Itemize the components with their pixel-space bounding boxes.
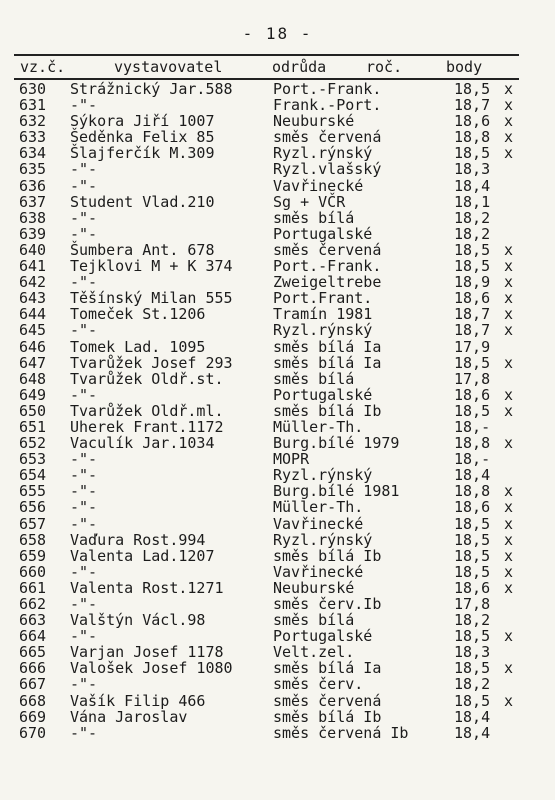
- row-number: 638: [19, 208, 47, 227]
- row-variety: Portugalské: [273, 627, 373, 646]
- row-variety: Ryzl.vlašský: [273, 160, 382, 179]
- row-number: 658: [19, 530, 47, 549]
- row-variety: směs červ.: [273, 675, 364, 694]
- row-mark: x: [504, 562, 514, 581]
- row-exhibitor: Tomeček St.1206: [70, 305, 206, 324]
- row-score: 18,8: [454, 128, 491, 147]
- row-number: 652: [19, 434, 47, 453]
- row-number: 632: [19, 112, 47, 131]
- row-score: 18,-: [454, 450, 491, 469]
- row-variety: směs bílá Ia: [273, 337, 382, 356]
- table-row: [14, 274, 534, 290]
- row-variety: Zweigeltrebe: [273, 273, 382, 292]
- row-score: 18,5: [454, 691, 491, 710]
- row-score: 18,4: [454, 723, 491, 742]
- row-variety: Neuburské: [273, 112, 355, 131]
- row-number: 647: [19, 353, 47, 372]
- row-score: 17,8: [454, 595, 491, 613]
- row-score: 18,2: [454, 224, 491, 243]
- row-exhibitor: Valošek Josef 1080: [70, 659, 233, 678]
- row-number: 662: [19, 595, 47, 613]
- row-number: 633: [19, 128, 47, 147]
- row-score: 18,6: [454, 289, 491, 308]
- row-exhibitor: -"-: [70, 321, 98, 340]
- row-variety: směs červ.Ib: [273, 595, 382, 613]
- row-score: 18,5: [454, 562, 491, 581]
- row-exhibitor: Šumbera Ant. 678: [70, 240, 215, 259]
- table-row: [14, 628, 534, 644]
- row-exhibitor: -"-: [70, 675, 98, 694]
- table-row: [14, 580, 534, 596]
- row-variety: Tramín 1981: [273, 305, 373, 324]
- row-exhibitor: Valštýn Václ.98: [70, 611, 206, 630]
- table-row: [14, 483, 534, 499]
- row-mark: x: [504, 385, 514, 404]
- row-exhibitor: Student Vlad.210: [70, 192, 215, 211]
- row-variety: Ryzl.rýnský: [273, 144, 373, 163]
- table-row: [14, 161, 534, 177]
- row-mark: x: [504, 257, 514, 276]
- table-row: [14, 129, 534, 145]
- row-number: 663: [19, 611, 47, 630]
- row-score: 18,5: [454, 240, 491, 259]
- row-mark: x: [504, 144, 514, 163]
- row-score: 18,8: [454, 482, 491, 501]
- row-exhibitor: -"-: [70, 514, 98, 533]
- row-mark: x: [504, 434, 514, 453]
- row-score: 18,6: [454, 385, 491, 404]
- row-mark: x: [504, 482, 514, 501]
- row-mark: x: [504, 80, 514, 98]
- table-row: [14, 403, 534, 419]
- table-row: [14, 258, 534, 274]
- row-number: 664: [19, 627, 47, 646]
- row-number: 670: [19, 723, 47, 742]
- table-row: [14, 676, 534, 692]
- row-exhibitor: Vašík Filip 466: [70, 691, 206, 710]
- row-score: 18,5: [454, 514, 491, 533]
- row-score: 18,1: [454, 192, 491, 211]
- row-score: 18,8: [454, 434, 491, 453]
- row-variety: Neuburské: [273, 578, 355, 597]
- row-number: 642: [19, 273, 47, 292]
- table-row: [14, 451, 534, 467]
- row-number: 636: [19, 176, 47, 195]
- row-variety: Vavřinecké: [273, 514, 364, 533]
- table-row: [14, 467, 534, 483]
- row-variety: směs bílá Ib: [273, 546, 382, 565]
- row-number: 643: [19, 289, 47, 308]
- row-exhibitor: Šeděnka Felix 85: [70, 128, 215, 147]
- row-exhibitor: -"-: [70, 595, 98, 613]
- table-row: [14, 419, 534, 435]
- row-score: 18,5: [454, 80, 491, 98]
- row-score: 17,8: [454, 369, 491, 388]
- row-mark: x: [504, 691, 514, 710]
- row-exhibitor: -"-: [70, 562, 98, 581]
- row-number: 635: [19, 160, 47, 179]
- row-exhibitor: -"-: [70, 160, 98, 179]
- row-exhibitor: -"-: [70, 482, 98, 501]
- row-exhibitor: -"-: [70, 385, 98, 404]
- table-row: [14, 387, 534, 403]
- row-mark: x: [504, 498, 514, 517]
- table-row: [14, 145, 534, 161]
- table-row: [14, 371, 534, 387]
- row-score: 18,3: [454, 160, 491, 179]
- row-exhibitor: Valenta Lad.1207: [70, 546, 215, 565]
- row-exhibitor: Uherek Frant.1172: [70, 417, 224, 436]
- table-row: [14, 435, 534, 451]
- row-number: 667: [19, 675, 47, 694]
- row-exhibitor: Strážnický Jar.588: [70, 80, 233, 98]
- row-variety: Port.Frant.: [273, 289, 373, 308]
- row-mark: x: [504, 289, 514, 308]
- row-score: 18,7: [454, 96, 491, 115]
- header-variety: odrůda: [272, 58, 327, 76]
- row-variety: směs bílá Ib: [273, 401, 382, 420]
- table-row: [14, 644, 534, 660]
- row-exhibitor: -"-: [70, 498, 98, 517]
- row-exhibitor: Šlajferčík M.309: [70, 144, 215, 163]
- row-mark: x: [504, 128, 514, 147]
- row-exhibitor: -"-: [70, 723, 98, 742]
- row-number: 668: [19, 691, 47, 710]
- row-score: 18,7: [454, 321, 491, 340]
- row-variety: Müller-Th.: [273, 498, 364, 517]
- row-exhibitor: Těšínský Milan 555: [70, 289, 233, 308]
- row-score: 18,3: [454, 643, 491, 662]
- row-mark: x: [504, 514, 514, 533]
- row-score: 18,4: [454, 176, 491, 195]
- table-row: [14, 693, 534, 709]
- row-variety: směs bílá: [273, 369, 355, 388]
- row-exhibitor: -"-: [70, 96, 98, 115]
- row-exhibitor: Vaculík Jar.1034: [70, 434, 215, 453]
- row-variety: Port.-Frank.: [273, 80, 382, 98]
- row-number: 653: [19, 450, 47, 469]
- row-number: 665: [19, 643, 47, 662]
- row-exhibitor: Valenta Rost.1271: [70, 578, 224, 597]
- row-mark: x: [504, 240, 514, 259]
- table-row: [14, 242, 534, 258]
- row-score: 18,5: [454, 257, 491, 276]
- row-mark: x: [504, 578, 514, 597]
- row-variety: Velt.zel.: [273, 643, 355, 662]
- table-row: [14, 194, 534, 210]
- row-number: 656: [19, 498, 47, 517]
- row-variety: Ryzl.rýnský: [273, 321, 373, 340]
- row-score: 18,5: [454, 353, 491, 372]
- table-row: [14, 516, 534, 532]
- table-row: [14, 355, 534, 371]
- row-variety: Burg.bílé 1979: [273, 434, 400, 453]
- table-row: [14, 322, 534, 338]
- table-row: [14, 306, 534, 322]
- table-row: [14, 81, 534, 97]
- row-mark: x: [504, 659, 514, 678]
- row-variety: Ryzl.rýnský: [273, 530, 373, 549]
- row-mark: x: [504, 530, 514, 549]
- row-exhibitor: Tvarůžek Josef 293: [70, 353, 233, 372]
- row-variety: Ryzl.rýnský: [273, 466, 373, 485]
- row-score: 18,4: [454, 466, 491, 485]
- row-number: 637: [19, 192, 47, 211]
- table-row: [14, 612, 534, 628]
- table-row: [14, 548, 534, 564]
- table-row: [14, 660, 534, 676]
- row-mark: x: [504, 305, 514, 324]
- table-row: [14, 725, 534, 741]
- row-number: 631: [19, 96, 47, 115]
- row-score: 18,2: [454, 675, 491, 694]
- row-score: 18,5: [454, 627, 491, 646]
- row-exhibitor: Varjan Josef 1178: [70, 643, 224, 662]
- row-variety: Vavřinecké: [273, 562, 364, 581]
- row-number: 651: [19, 417, 47, 436]
- row-score: 18,2: [454, 611, 491, 630]
- table-row: [14, 113, 534, 129]
- table-row: [14, 339, 534, 355]
- row-exhibitor: -"-: [70, 466, 98, 485]
- row-variety: směs bílá Ia: [273, 353, 382, 372]
- table-row: [14, 290, 534, 306]
- row-number: 666: [19, 659, 47, 678]
- table-row: [14, 596, 534, 612]
- row-exhibitor: Tejklovi M + K 374: [70, 257, 233, 276]
- row-score: 18,5: [454, 546, 491, 565]
- row-number: 649: [19, 385, 47, 404]
- row-exhibitor: -"-: [70, 450, 98, 469]
- row-variety: Frank.-Port.: [273, 96, 382, 115]
- row-score: 17,9: [454, 337, 491, 356]
- row-mark: x: [504, 112, 514, 131]
- row-score: 18,9: [454, 273, 491, 292]
- row-exhibitor: -"-: [70, 627, 98, 646]
- table-row: [14, 226, 534, 242]
- row-score: 18,4: [454, 707, 491, 726]
- row-number: 641: [19, 257, 47, 276]
- header-score: body: [446, 58, 483, 76]
- entry-list: [14, 81, 534, 741]
- row-number: 639: [19, 224, 47, 243]
- row-score: 18,5: [454, 659, 491, 678]
- table-row: [14, 499, 534, 515]
- row-mark: x: [504, 96, 514, 115]
- row-exhibitor: -"-: [70, 208, 98, 227]
- row-number: 634: [19, 144, 47, 163]
- row-exhibitor: -"-: [70, 273, 98, 292]
- table-header: [14, 54, 519, 80]
- row-score: 18,7: [454, 305, 491, 324]
- header-exhibitor: vystavovatel: [114, 58, 223, 76]
- row-variety: směs bílá Ia: [273, 659, 382, 678]
- row-number: 648: [19, 369, 47, 388]
- row-exhibitor: Tvarůžek Oldř.ml.: [70, 401, 224, 420]
- row-number: 640: [19, 240, 47, 259]
- table-row: [14, 97, 534, 113]
- row-exhibitor: Sýkora Jiří 1007: [70, 112, 215, 131]
- row-score: 18,-: [454, 417, 491, 436]
- row-mark: x: [504, 546, 514, 565]
- row-mark: x: [504, 321, 514, 340]
- row-variety: směs červená Ib: [273, 723, 409, 742]
- row-score: 18,2: [454, 208, 491, 227]
- row-number: 654: [19, 466, 47, 485]
- row-variety: směs bílá: [273, 208, 355, 227]
- row-variety: Portugalské: [273, 224, 373, 243]
- row-score: 18,5: [454, 144, 491, 163]
- row-number: 646: [19, 337, 47, 356]
- row-variety: Port.-Frank.: [273, 257, 382, 276]
- row-number: 645: [19, 321, 47, 340]
- row-score: 18,6: [454, 578, 491, 597]
- row-mark: x: [504, 273, 514, 292]
- row-variety: směs bílá Ib: [273, 707, 382, 726]
- row-exhibitor: Tvarůžek Oldř.st.: [70, 369, 224, 388]
- row-number: 657: [19, 514, 47, 533]
- row-variety: MOPR: [273, 450, 310, 469]
- table-row: [14, 564, 534, 580]
- row-number: 644: [19, 305, 47, 324]
- row-variety: Müller-Th.: [273, 417, 364, 436]
- row-number: 655: [19, 482, 47, 501]
- header-num: vz.č.: [20, 58, 66, 76]
- row-exhibitor: Vána Jaroslav: [70, 707, 188, 726]
- table-row: [14, 709, 534, 725]
- row-number: 660: [19, 562, 47, 581]
- row-number: 669: [19, 707, 47, 726]
- row-number: 659: [19, 546, 47, 565]
- row-variety: směs bílá: [273, 611, 355, 630]
- row-number: 650: [19, 401, 47, 420]
- row-variety: směs červená: [273, 691, 382, 710]
- page-number: - 18 -: [242, 24, 313, 43]
- table-row: [14, 178, 534, 194]
- table-row: [14, 532, 534, 548]
- row-mark: x: [504, 401, 514, 420]
- row-score: 18,6: [454, 498, 491, 517]
- row-score: 18,6: [454, 112, 491, 131]
- table-row: [14, 210, 534, 226]
- row-number: 630: [19, 80, 47, 98]
- row-exhibitor: Vaďura Rost.994: [70, 530, 206, 549]
- row-variety: Portugalské: [273, 385, 373, 404]
- row-mark: x: [504, 353, 514, 372]
- row-exhibitor: -"-: [70, 224, 98, 243]
- row-score: 18,5: [454, 401, 491, 420]
- row-exhibitor: Tomek Lad. 1095: [70, 337, 206, 356]
- row-variety: směs červená: [273, 128, 382, 147]
- row-variety: Vavřinecké: [273, 176, 364, 195]
- header-year: roč.: [366, 58, 403, 76]
- row-number: 661: [19, 578, 47, 597]
- row-variety: směs červená: [273, 240, 382, 259]
- row-variety: Burg.bílé 1981: [273, 482, 400, 501]
- row-mark: x: [504, 627, 514, 646]
- row-score: 18,5: [454, 530, 491, 549]
- row-exhibitor: -"-: [70, 176, 98, 195]
- row-variety: Sg + VČR: [273, 192, 346, 211]
